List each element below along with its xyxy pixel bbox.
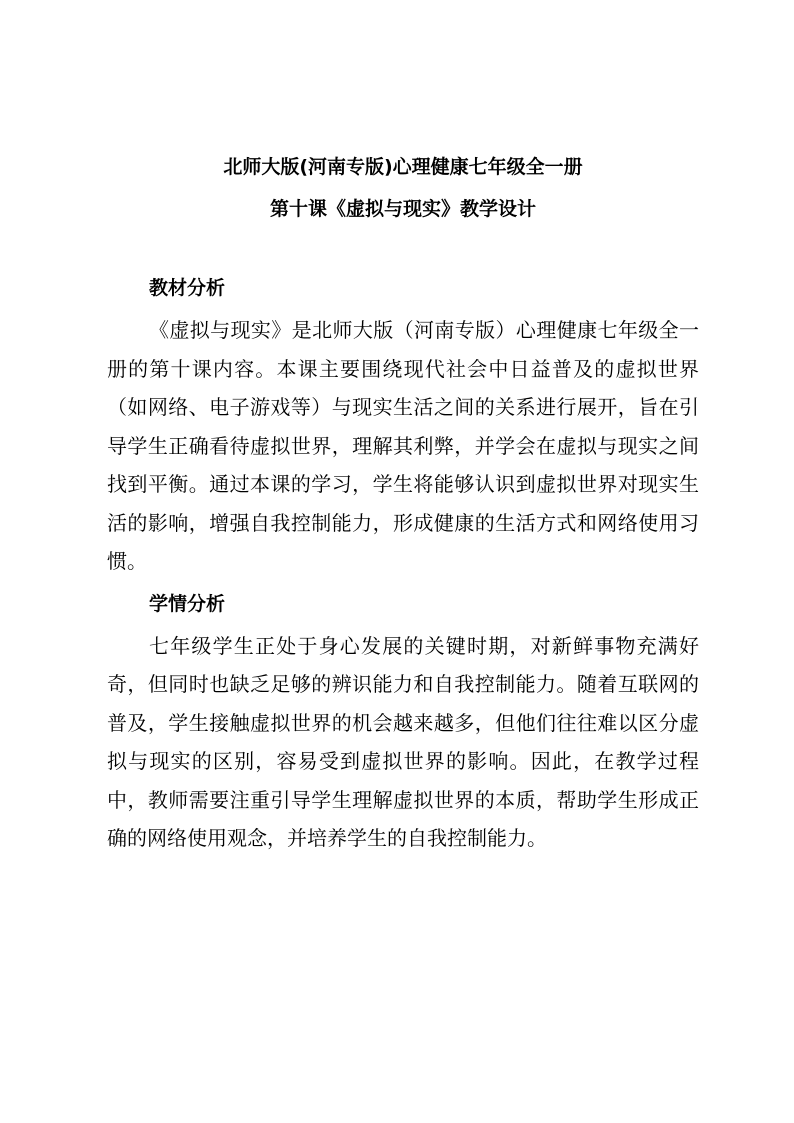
section-body-student-analysis: 七年级学生正处于身心发展的关键时期，对新鲜事物充满好奇，但同时也缺乏足够的辨识能力和自我控制能力。随着互联网的普及，学生接触虚拟世界的机会越来越多，但他们往往难以区分虚拟与现实的区别，容易受到虚拟世界的影响。因此，在教学过程中，教师需要注重引导学生理解虚拟世界的本质，帮助学生形成正确的网络使用观念，并培养学生的自我控制能力。: [107, 633, 699, 850]
section-heading-textbook-analysis: 教材分析: [149, 277, 226, 299]
section-body-textbook-analysis: 《虚拟与现实》是北师大版（河南专版）心理健康七年级全一册的第十课内容。本课主要围绕现代社会中日益普及的虚拟世界（如网络、电子游戏等）与现实生活之间的关系进行展开，旨在引导学生正确看待虚拟世界，理解其利弊，并学会在虚拟与现实之间找到平衡。通过本课的学习，学生将能够认识到虚拟世界对现实生活的影响，增强自我控制能力，形成健康的生活方式和网络使用习惯。: [107, 318, 699, 573]
section-heading-student-analysis: 学情分析: [149, 592, 226, 615]
document-title-line2: 第十课《虚拟与现实》教学设计: [269, 198, 536, 220]
document-title-line1: 北师大版(河南专版)心理健康七年级全一册: [223, 156, 583, 178]
